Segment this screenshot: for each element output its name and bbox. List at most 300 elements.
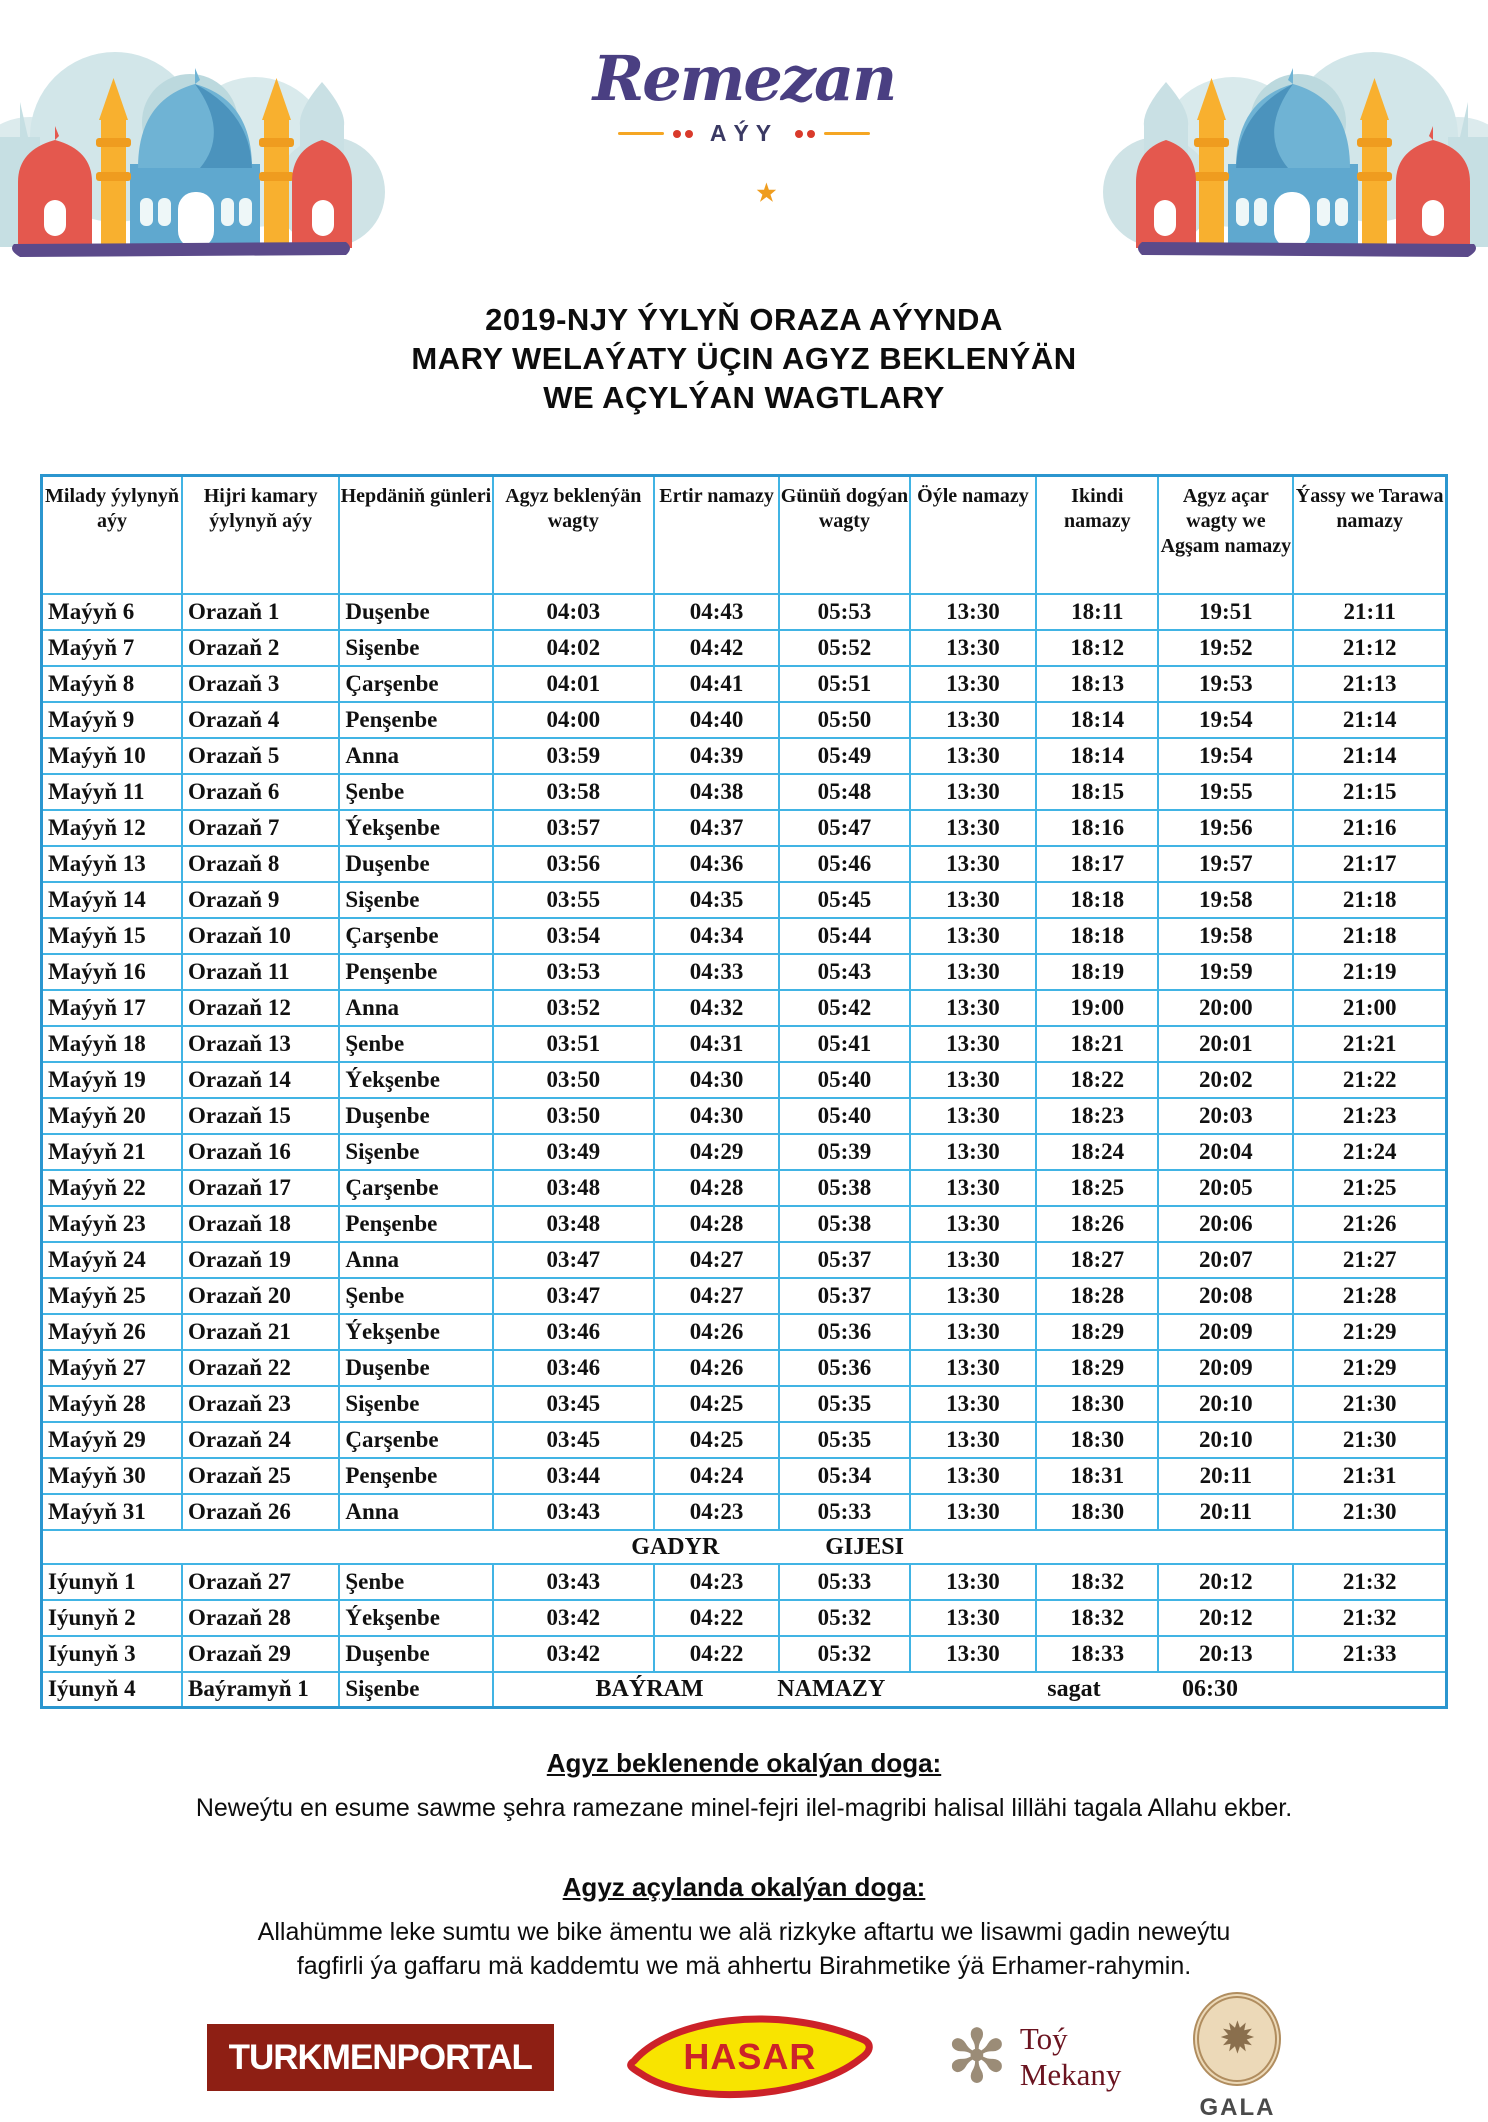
time-cell: 21:29 [1293, 1314, 1446, 1350]
time-cell: 13:30 [910, 1600, 1036, 1636]
label-cell: Maýyň 8 [42, 666, 183, 702]
time-cell: 04:29 [654, 1134, 779, 1170]
gadyr-gijesi-row [42, 1530, 1447, 1564]
time-cell: 18:15 [1036, 774, 1158, 810]
mosque-illustration-right [1128, 42, 1488, 267]
time-cell: 03:46 [493, 1350, 655, 1386]
time-cell: 20:08 [1158, 1278, 1293, 1314]
time-cell: 04:00 [493, 702, 655, 738]
time-cell: 13:30 [910, 846, 1036, 882]
time-cell: 18:30 [1036, 1422, 1158, 1458]
time-cell: 13:30 [910, 954, 1036, 990]
label-cell: Çarşenbe [339, 918, 492, 954]
time-cell: 05:46 [779, 846, 910, 882]
time-cell: 21:17 [1293, 846, 1446, 882]
time-cell: 21:14 [1293, 702, 1446, 738]
brand-logo [534, 42, 954, 255]
time-cell: 20:10 [1158, 1386, 1293, 1422]
crescent-moon-icon [534, 155, 954, 255]
time-cell: 19:54 [1158, 738, 1293, 774]
prayer-times-table [40, 474, 1448, 1709]
hasar-logo [626, 2011, 874, 2103]
time-cell: 04:32 [654, 990, 779, 1026]
toy-mekany-text [1020, 2021, 1122, 2093]
iftar-doga-heading: Agyz açylanda okalýan doga: [562, 1872, 926, 1902]
label-cell: Maýyň 9 [42, 702, 183, 738]
time-cell: 18:21 [1036, 1026, 1158, 1062]
time-cell: 05:36 [779, 1314, 910, 1350]
time-cell: 05:53 [779, 594, 910, 630]
time-cell: 05:51 [779, 666, 910, 702]
label-cell: Orazaň 7 [182, 810, 339, 846]
table-row [42, 1422, 1447, 1458]
time-cell: 18:11 [1036, 594, 1158, 630]
table-row [42, 1458, 1447, 1494]
time-cell: 04:25 [654, 1422, 779, 1458]
time-cell: 13:30 [910, 738, 1036, 774]
table-row [42, 1170, 1447, 1206]
time-cell: 03:56 [493, 846, 655, 882]
label-cell: Çarşenbe [339, 666, 492, 702]
sagat-word: sagat [1047, 1676, 1101, 1703]
label-cell: Maýyň 11 [42, 774, 183, 810]
time-cell: 05:49 [779, 738, 910, 774]
label-cell: Sişenbe [339, 1134, 492, 1170]
time-cell: 21:22 [1293, 1062, 1446, 1098]
label-cell: Iýunyň 2 [42, 1600, 183, 1636]
label-cell: Orazaň 3 [182, 666, 339, 702]
time-cell: 05:32 [779, 1636, 910, 1672]
time-cell: 04:36 [654, 846, 779, 882]
time-cell: 13:30 [910, 882, 1036, 918]
time-cell: 05:40 [779, 1062, 910, 1098]
time-cell: 13:30 [910, 1386, 1036, 1422]
time-cell: 18:22 [1036, 1062, 1158, 1098]
time-cell: 03:58 [493, 774, 655, 810]
divider-dots-left [673, 130, 693, 138]
label-cell: Orazaň 12 [182, 990, 339, 1026]
label-cell: Orazaň 28 [182, 1600, 339, 1636]
time-cell: 20:10 [1158, 1422, 1293, 1458]
gala-logo-text: GALA [1199, 2094, 1276, 2121]
time-cell: 20:04 [1158, 1134, 1293, 1170]
label-cell: Orazaň 5 [182, 738, 339, 774]
label-cell: Çarşenbe [339, 1170, 492, 1206]
label-cell: Orazaň 8 [182, 846, 339, 882]
time-cell: 19:59 [1158, 954, 1293, 990]
time-cell: 20:11 [1158, 1458, 1293, 1494]
time-cell: 18:26 [1036, 1206, 1158, 1242]
time-cell: 20:09 [1158, 1314, 1293, 1350]
time-cell: 04:30 [654, 1098, 779, 1134]
divider-line-left [618, 132, 664, 135]
time-cell: 03:47 [493, 1278, 655, 1314]
column-header: Milady ýylynyň aýy [42, 476, 183, 594]
label-cell: Orazaň 1 [182, 594, 339, 630]
gala-star-icon: ✹ [1219, 2014, 1256, 2063]
label-cell: Maýyň 15 [42, 918, 183, 954]
time-cell: 05:36 [779, 1350, 910, 1386]
time-cell: 05:52 [779, 630, 910, 666]
table-row [42, 738, 1447, 774]
time-cell: 04:02 [493, 630, 655, 666]
time-cell: 04:30 [654, 1062, 779, 1098]
label-cell: Orazaň 15 [182, 1098, 339, 1134]
time-cell: 05:33 [779, 1494, 910, 1530]
time-cell: 05:48 [779, 774, 910, 810]
time-cell: 05:45 [779, 882, 910, 918]
time-cell: 13:30 [910, 1026, 1036, 1062]
time-cell: 19:56 [1158, 810, 1293, 846]
column-header: Ertir namazy [654, 476, 779, 594]
time-cell: 03:42 [493, 1636, 655, 1672]
time-cell: 05:37 [779, 1242, 910, 1278]
table-row [42, 1636, 1447, 1672]
time-cell: 18:29 [1036, 1314, 1158, 1350]
toy-mekany-line2: Mekany [1019, 2057, 1122, 2092]
time-cell: 18:30 [1036, 1494, 1158, 1530]
label-cell: Ýekşenbe [339, 810, 492, 846]
table-row [42, 774, 1447, 810]
label-cell: Maýyň 18 [42, 1026, 183, 1062]
time-cell: 18:30 [1036, 1386, 1158, 1422]
time-cell: 18:28 [1036, 1278, 1158, 1314]
time-cell: 13:30 [910, 1170, 1036, 1206]
toy-mekany-logo [945, 2015, 1122, 2098]
label-cell: Orazaň 13 [182, 1026, 339, 1062]
table-row [42, 630, 1447, 666]
time-cell: 20:07 [1158, 1242, 1293, 1278]
time-cell: 13:30 [910, 774, 1036, 810]
label-cell: Maýyň 10 [42, 738, 183, 774]
time-cell: 05:47 [779, 810, 910, 846]
table-row [42, 1278, 1447, 1314]
time-cell: 05:50 [779, 702, 910, 738]
gijesi-word: GIJESI [825, 1533, 904, 1560]
label-cell: Maýyň 13 [42, 846, 183, 882]
time-cell: 05:37 [779, 1278, 910, 1314]
time-cell: 04:43 [654, 594, 779, 630]
table-row [42, 1600, 1447, 1636]
time-cell: 04:24 [654, 1458, 779, 1494]
table-row [42, 1564, 1447, 1600]
label-cell: Orazaň 20 [182, 1278, 339, 1314]
time-cell: 18:25 [1036, 1170, 1158, 1206]
time-cell: 20:02 [1158, 1062, 1293, 1098]
table-row [42, 1494, 1447, 1530]
table-row [42, 1314, 1447, 1350]
time-cell: 18:17 [1036, 846, 1158, 882]
time-cell: 13:30 [910, 1206, 1036, 1242]
time-cell: 03:43 [493, 1494, 655, 1530]
time-cell: 05:39 [779, 1134, 910, 1170]
label-cell: Maýyň 14 [42, 882, 183, 918]
time-cell: 19:58 [1158, 918, 1293, 954]
label-cell: Anna [339, 738, 492, 774]
label-cell: Sişenbe [339, 1672, 492, 1708]
label-cell: Orazaň 6 [182, 774, 339, 810]
time-cell: 05:44 [779, 918, 910, 954]
time-cell: 21:12 [1293, 630, 1446, 666]
label-cell: Duşenbe [339, 594, 492, 630]
label-cell: Maýyň 24 [42, 1242, 183, 1278]
column-header: Ikindi namazy [1036, 476, 1158, 594]
label-cell: Penşenbe [339, 1458, 492, 1494]
brand-name: Remezan [592, 42, 896, 115]
time-cell: 04:35 [654, 882, 779, 918]
label-cell: Ýekşenbe [339, 1314, 492, 1350]
time-cell: 20:12 [1158, 1600, 1293, 1636]
time-cell: 21:11 [1293, 594, 1446, 630]
time-cell: 05:33 [779, 1564, 910, 1600]
label-cell: Anna [339, 1494, 492, 1530]
time-cell: 04:26 [654, 1314, 779, 1350]
time-cell: 03:50 [493, 1062, 655, 1098]
time-cell: 20:05 [1158, 1170, 1293, 1206]
time-cell: 20:01 [1158, 1026, 1293, 1062]
time-cell: 21:13 [1293, 666, 1446, 702]
label-cell: Şenbe [339, 1278, 492, 1314]
fasting-doga-text: Neweýtu en esume sawme şehra ramezane minel-fejri ilel-magribi halisal lillähi tagala Allahu ekber. [195, 1794, 1293, 1822]
time-cell: 13:30 [910, 1636, 1036, 1672]
time-cell: 03:45 [493, 1422, 655, 1458]
time-cell: 03:50 [493, 1098, 655, 1134]
time-cell: 21:21 [1293, 1026, 1446, 1062]
time-cell: 03:43 [493, 1564, 655, 1600]
time-cell: 13:30 [910, 990, 1036, 1026]
label-cell: Maýyň 20 [42, 1098, 183, 1134]
toy-mekany-line1: Toý [1019, 2021, 1068, 2056]
time-cell: 21:31 [1293, 1458, 1446, 1494]
label-cell: Sişenbe [339, 882, 492, 918]
time-cell: 19:51 [1158, 594, 1293, 630]
label-cell: Maýyň 22 [42, 1170, 183, 1206]
table-row [42, 918, 1447, 954]
time-cell: 13:30 [910, 1062, 1036, 1098]
time-cell: 04:23 [654, 1494, 779, 1530]
time-cell: 13:30 [910, 1350, 1036, 1386]
label-cell: Maýyň 31 [42, 1494, 183, 1530]
time-cell: 13:30 [910, 918, 1036, 954]
time-cell: 05:43 [779, 954, 910, 990]
table-row [42, 1206, 1447, 1242]
label-cell: Maýyň 23 [42, 1206, 183, 1242]
time-cell: 13:30 [910, 1134, 1036, 1170]
time-cell: 03:46 [493, 1314, 655, 1350]
time-cell: 18:24 [1036, 1134, 1158, 1170]
time-cell: 21:27 [1293, 1242, 1446, 1278]
time-cell: 05:41 [779, 1026, 910, 1062]
time-cell: 18:12 [1036, 630, 1158, 666]
time-cell: 18:19 [1036, 954, 1158, 990]
time-cell: 18:18 [1036, 918, 1158, 954]
time-cell: 04:42 [654, 630, 779, 666]
time-cell: 21:32 [1293, 1600, 1446, 1636]
time-cell: 19:53 [1158, 666, 1293, 702]
snowflake-ornament-icon: ✻ [945, 2015, 1008, 2098]
time-cell: 21:30 [1293, 1494, 1446, 1530]
label-cell: Iýunyň 3 [42, 1636, 183, 1672]
table-row [42, 1098, 1447, 1134]
time-cell: 13:30 [910, 1278, 1036, 1314]
time-cell: 13:30 [910, 810, 1036, 846]
label-cell: Maýyň 19 [42, 1062, 183, 1098]
time-cell: 21:00 [1293, 990, 1446, 1026]
label-cell: Duşenbe [339, 1098, 492, 1134]
label-cell: Maýyň 29 [42, 1422, 183, 1458]
label-cell: Penşenbe [339, 702, 492, 738]
label-cell: Duşenbe [339, 846, 492, 882]
time-cell: 21:18 [1293, 882, 1446, 918]
time-cell: 04:22 [654, 1600, 779, 1636]
time-cell: 18:27 [1036, 1242, 1158, 1278]
brand-subtitle: AÝY [709, 120, 779, 146]
time-cell: 21:15 [1293, 774, 1446, 810]
bayram-namazy-cell [493, 1672, 1447, 1708]
label-cell: Penşenbe [339, 1206, 492, 1242]
label-cell: Çarşenbe [339, 1422, 492, 1458]
time-cell: 20:13 [1158, 1636, 1293, 1672]
time-cell: 21:24 [1293, 1134, 1446, 1170]
label-cell: Sişenbe [339, 1386, 492, 1422]
time-cell: 21:32 [1293, 1564, 1446, 1600]
iftar-doga-text-line1: Allahümme leke sumtu we bike ämentu we alä rizkyke aftartu we lisawmi gadin neweýtu [257, 1918, 1231, 1946]
time-cell: 03:51 [493, 1026, 655, 1062]
label-cell: Şenbe [339, 1026, 492, 1062]
column-header: Agyz açar wagty we Agşam namazy [1158, 476, 1293, 594]
label-cell: Maýyň 27 [42, 1350, 183, 1386]
time-cell: 04:03 [493, 594, 655, 630]
gadyr-word: GADYR [631, 1533, 720, 1560]
time-cell: 20:03 [1158, 1098, 1293, 1134]
time-cell: 21:14 [1293, 738, 1446, 774]
time-cell: 19:55 [1158, 774, 1293, 810]
time-cell: 13:30 [910, 1314, 1036, 1350]
brand-subtitle-row [534, 120, 954, 147]
time-cell: 04:38 [654, 774, 779, 810]
time-cell: 13:30 [910, 1564, 1036, 1600]
time-cell: 04:27 [654, 1242, 779, 1278]
time-cell: 21:29 [1293, 1350, 1446, 1386]
label-cell: Orazaň 19 [182, 1242, 339, 1278]
time-cell: 21:33 [1293, 1636, 1446, 1672]
iftar-doga-section [0, 1872, 1488, 1983]
time-cell: 19:54 [1158, 702, 1293, 738]
time-cell: 18:33 [1036, 1636, 1158, 1672]
time-cell: 03:45 [493, 1386, 655, 1422]
time-cell: 21:25 [1293, 1170, 1446, 1206]
table-row [42, 1026, 1447, 1062]
fasting-doga-section [0, 1748, 1488, 1825]
time-cell: 05:38 [779, 1170, 910, 1206]
time-cell: 20:06 [1158, 1206, 1293, 1242]
table-row [42, 1242, 1447, 1278]
table-row [42, 594, 1447, 630]
time-cell: 20:09 [1158, 1350, 1293, 1386]
time-cell: 04:34 [654, 918, 779, 954]
time-cell: 13:30 [910, 1098, 1036, 1134]
time-cell: 04:23 [654, 1564, 779, 1600]
time-cell: 04:33 [654, 954, 779, 990]
time-cell: 20:11 [1158, 1494, 1293, 1530]
column-header: Günüň dogýan wagty [779, 476, 910, 594]
sponsor-logos-row [0, 1992, 1488, 2122]
label-cell: Ýekşenbe [339, 1062, 492, 1098]
time-cell: 05:42 [779, 990, 910, 1026]
time-cell: 13:30 [910, 666, 1036, 702]
time-cell: 13:30 [910, 630, 1036, 666]
label-cell: Orazaň 14 [182, 1062, 339, 1098]
table-row [42, 882, 1447, 918]
label-cell: Orazaň 2 [182, 630, 339, 666]
mosque-illustration-left [0, 42, 360, 267]
title-line-3: WE AÇYLÝAN WAGTLARY [543, 380, 945, 415]
label-cell: Maýyň 7 [42, 630, 183, 666]
label-cell: Orazaň 21 [182, 1314, 339, 1350]
time-cell: 03:53 [493, 954, 655, 990]
label-cell: Duşenbe [339, 1350, 492, 1386]
gadyr-gijesi-cell [42, 1530, 1447, 1564]
gala-logo [1193, 1992, 1281, 2122]
label-cell: Orazaň 25 [182, 1458, 339, 1494]
time-cell: 04:39 [654, 738, 779, 774]
time-cell: 21:16 [1293, 810, 1446, 846]
time-cell: 03:49 [493, 1134, 655, 1170]
label-cell: Duşenbe [339, 1636, 492, 1672]
label-cell: Penşenbe [339, 954, 492, 990]
time-cell: 19:58 [1158, 882, 1293, 918]
timetable-body [42, 594, 1447, 1708]
time-cell: 03:52 [493, 990, 655, 1026]
title-line-2: MARY WELAÝATY ÜÇIN AGYZ BEKLENÝÄN [411, 341, 1077, 376]
time-cell: 13:30 [910, 702, 1036, 738]
column-header: Hepdäniň günleri [339, 476, 492, 594]
time-cell: 03:59 [493, 738, 655, 774]
label-cell: Orazaň 29 [182, 1636, 339, 1672]
label-cell: Ýekşenbe [339, 1600, 492, 1636]
time-cell: 21:30 [1293, 1422, 1446, 1458]
time-cell: 19:57 [1158, 846, 1293, 882]
time-cell: 21:28 [1293, 1278, 1446, 1314]
bayram-time: 06:30 [1181, 1676, 1238, 1703]
header-row [42, 476, 1447, 594]
table-row [42, 846, 1447, 882]
time-cell: 03:48 [493, 1206, 655, 1242]
label-cell: Maýyň 26 [42, 1314, 183, 1350]
time-cell: 03:55 [493, 882, 655, 918]
time-cell: 21:23 [1293, 1098, 1446, 1134]
time-cell: 04:31 [654, 1026, 779, 1062]
time-cell: 03:57 [493, 810, 655, 846]
time-cell: 20:12 [1158, 1564, 1293, 1600]
time-cell: 13:30 [910, 1494, 1036, 1530]
table-row [42, 990, 1447, 1026]
label-cell: Şenbe [339, 1564, 492, 1600]
time-cell: 21:18 [1293, 918, 1446, 954]
label-cell: Orazaň 27 [182, 1564, 339, 1600]
time-cell: 13:30 [910, 1242, 1036, 1278]
page-title [0, 300, 1488, 417]
label-cell: Iýunyň 1 [42, 1564, 183, 1600]
namazy-word: NAMAZY [777, 1676, 886, 1703]
divider-dots-right [795, 130, 815, 138]
table-row [42, 702, 1447, 738]
time-cell: 04:01 [493, 666, 655, 702]
time-cell: 04:28 [654, 1206, 779, 1242]
label-cell: Şenbe [339, 774, 492, 810]
time-cell: 18:23 [1036, 1098, 1158, 1134]
time-cell: 13:30 [910, 1422, 1036, 1458]
